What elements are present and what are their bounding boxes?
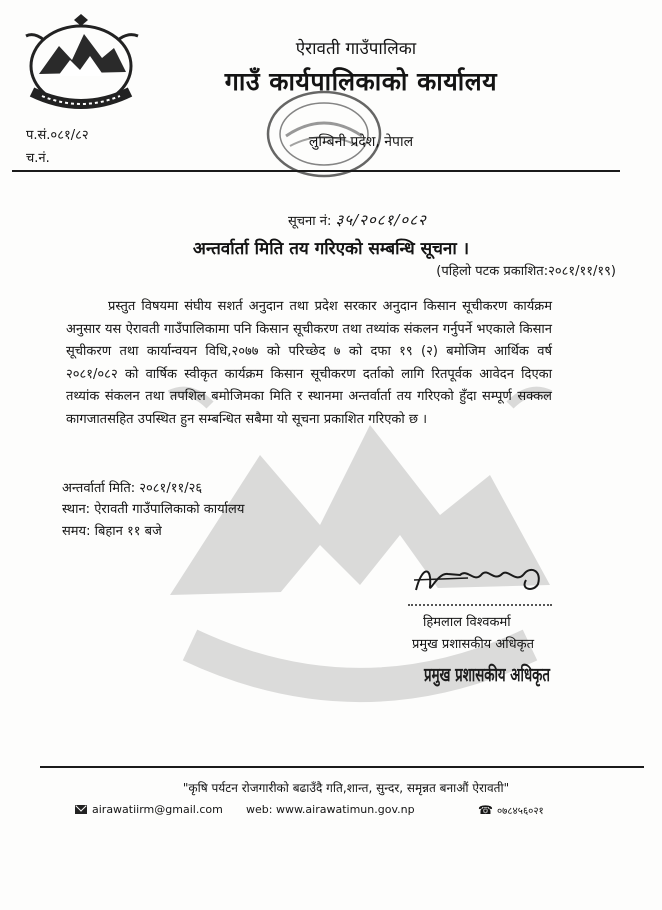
notice-title: अन्तर्वार्ता मिति तय गरिएको सम्बन्धि सूचना । [192,239,470,259]
signature-icon [408,560,558,600]
interview-place: स्थान: ऐरावती गाउँपालिकाको कार्यालय [62,502,245,517]
office-name: गाउँ कार्यपालिकाको कार्यालय [224,67,498,96]
signature-line [408,604,552,606]
interview-time: समय: बिहान ११ बजे [62,524,162,539]
mail-icon [75,805,87,814]
stamp-text: प्रमुख प्रशासकीय अधिकृत [424,664,604,686]
phone-number: ०७८४५६०२१ [496,806,544,817]
footer-phone [478,803,544,817]
email-address[interactable]: airawatiirm@gmail.com [92,803,223,816]
notice-body: प्रस्तुत विषयमा संघीय सशर्त अनुदान तथा प्रदेश सरकार अनुदान किसान सूचीकरण कार्यक्रम अनुसार यस ऐरावती गाउँपालिकामा पनि किसान सूचीकरण तथा तथ्यांक संकलन गर्नुपर्ने भएकाले किसान सूचीकरण तथा कार्यान्वयन विधि,२०७७ को परिच्छेद ७ को दफा १९ (२) बमोजिम आर्थिक वर्ष २०८१/०८२ को वार्षिक स्वीकृत कार्यक्रम किसान सूचीकरण दर्ताको लागि रितपूर्वक आवेदन दिएका तथ्यांक संकलन तथा तपशिल बमोजिमका मिति र स्थानमा अन्तर्वार्ता तय गरिएको हुँदा सम्पूर्ण सक्कल कागजातसहित उपस्थित हुन सम्बन्धित सबैमा यो सूचना प्रकाशित गरिएको छ । [66,299,552,427]
designation-stamp-icon [422,657,604,689]
footer-email[interactable] [75,803,223,816]
interview-date: अन्तर्वार्ता मिति: २०८१/११/२६ [62,481,203,496]
signatory-designation: प्रमुख प्रशासकीय अधिकृत [412,637,535,652]
footer-slogan: "कृषि पर्यटन रोजगारीको बढाउँदै गति,शान्त, सुन्दर, समृन्नत बनाऔं ऐरावती" [182,781,510,795]
first-published-date: (पहिलो पटक प्रकाशित:२०८१/११/१९) [436,264,616,279]
patra-sankhya: प.सं.०८१/८२ [26,128,89,143]
footer-website[interactable]: web: www.airawatimun.gov.np [246,803,415,816]
chalani-number: च.नं. [26,151,50,166]
footer-divider [40,766,644,768]
org-name: ऐरावती गाउँपालिका [295,39,417,59]
signatory-name: हिमलाल विश्वकर्मा [423,615,511,630]
notice-number-value: ३५/२०८१/०८२ [335,211,427,229]
notice-number [288,210,427,230]
header-divider [12,170,620,172]
notice-number-label: सूचना नं: [288,214,332,229]
phone-icon: ☎ [478,803,493,817]
office-address: लुम्बिनी प्रदेश, नेपाल [308,134,414,150]
